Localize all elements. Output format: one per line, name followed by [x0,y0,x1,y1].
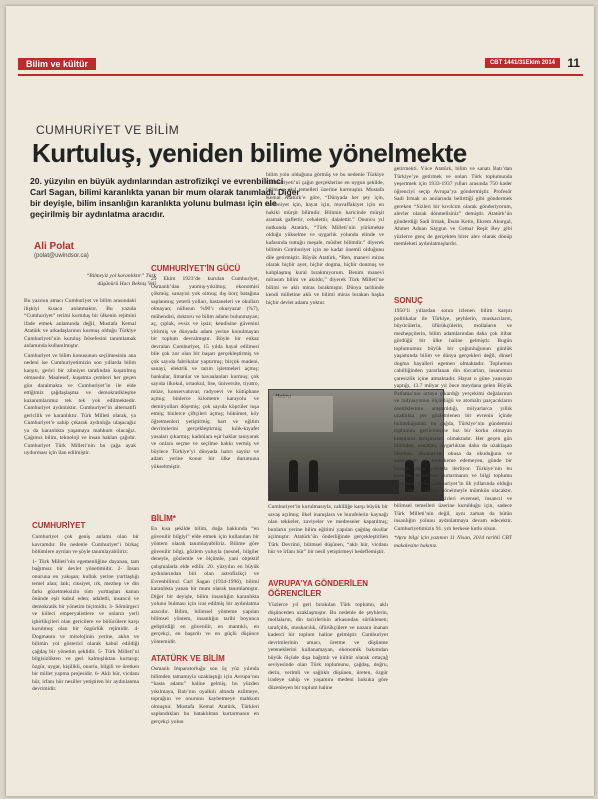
paragraph: 1950’li yıllardan sonra izlenen bilim karşıtı politikalar ile Türkiye, şeyhlerin, muskacıların, büyücülerin, üfürükçülerin, mollaların ve mezhepçilerin, bilim adamlarından daha çok itibar gördüğü bir ülke haline gelmiştir. Bugün toplumumuz büyük bir çoğunluğunun günlük yaşamında bilim ve dünya gerçekleri değil, dinsel dogma hayalleri egemen olmaktadır. Toplumun cahilliğinden yararlanan din tüccarları, insanımızı çaresizlik içine atmaktadır. Hayat o güne yansıyan yaptığı, 13.7 milyar yıl önce meydana gelen Büyük Patlama’nın ortaya çıkardığı yerçekimi doğalarının ve radyasyonun ölçüldüğü ve atomaltı parçacıkların özelliklerinin araştırıldığı, milyarlarca yıllık uzaklıkta yer gözlemlenen bir evrenin içinde bulunduğumuz bu çağda, Türkiye’nin gündemini toplumun gerilemesine hız bir korku olmayan konuların tartışmaları olmaktadır. Her geçen gün bilimden, sanattan, uygarlıktan daha da uzaklaşan ülkemiz, okumayan, okusa da okuduğunu ve anlamayan ve muhakeme edemeyen, günde bir toplum olma yolunda ilerliyor. Türkiye’nin bu karanlık durumdan kurtarmanın ve bilgi toplumu yapmanın yolu, Cumhuriyet’in ilk yıllarında olduğu gibi yeniden bilime yönelmeyle mümkün olacaktır. Yüce Atatürk’ün fikirleri evrensel, insancıl ve bilimsel temelleri üzerine kurulduğu için, sadece Türk Milleti’nin değil, aynı zaman da bütün insanlığın yolunu aydınlatmaya devam edecektir. Cumhuriyetimizin 91. yılı herkese kutlu olsun. [394,308,512,532]
issue-label: CBT 1441/31Ekim 2014 [485,58,560,68]
page-header [18,58,586,72]
paragraph: Osmanlı İmparatorluğu son üç yüz yılında bilimden tamamıyla uzaklaştığı için Avrupa’nın “hasta adamı” haline gelmiş, bu yüzden yıkılmaya, Batı’nın oyalkılı altında ezilmeye, toprağını ve onurunu kaybetmeye mahkum olmuştur. Mustafa Kemal Atatürk, Türkleri saplandıkları bu bataklıktan kurtarmanın en gerçekçi yolun [151,666,259,725]
author-name: Ali Polat [34,241,75,252]
paragraph: Cumhuriyet çok geniş anlamı olan bir kavramdır. Bu nedenle Cumhuriyet’i birkaç bölümlere ayrılan ve şöyle tanımlayabiliriz: [32,534,139,555]
column-3-bottom [268,602,388,746]
section-tag: Bilim ve kültür [18,58,96,70]
paragraph: Yüzlerce yıl geri bırakılan Türk toplumu, aklı düşünceden uzaklaşmıştır. Bu nedenle de şeyhlerin, mollaların, din tacirlerinin arkasından sürüklenen; tarafçılık, muskacılık, üfürükçülere ve nazara inanan kaderci bir toplum haline gelmiştir. Cumhuriyet devrimlerinin amacı, üretme ve düşünme yeteneklerini kullanamayan, ekonomik bakımdan büyük ölçüde dışa bağımlı ve kültür olarak ortaçağ seviyesinde olan Türk toplumunu, çağdaş, doğru, derin, verimli ve sağlıklı düşünen, üreten, özgür iradeye sahip ve yaşamını medeni hukuka göre düzenleyen bir toplum haline [268,602,388,691]
photo-person [309,460,318,492]
epigraph-quote: “Bilmeyiz yol karanlıktır” Türk düşünürü Hacı Bektaş Veli [86,273,156,287]
paragraph: Cumhuriyet’in kurulmasıyla, cahilliğe karşı büyük bir savaş açılmış; ilkel inanışlara ve hurafelerin kaynağı olan tekkeler, zaviyeler ve medreseler kapatılmış; bunların yerine bilim eğitimi yapılan çağdaş okullar açılmıştır. Atatürk’ün önderliğinde gerçekleştirilen Türk Devrimi, bilimsel düşünen, “aklı hür, vicdanı hür ve irfanı hür” bir nesil yetiştirmeyi hedeflemiştir. [268,504,388,555]
numbered-list: 1- Türk Milleti’nin egemenliğine dayanan, tam bağımsız bir devlet yönetimidir. 2- İnsan onuruna en yakışan; kulluk yerine yurttaşlığı temel alan; laik; cinsiyet, ırk, mezhep ve din farkı gözetmeksizin tüm yurttaşları kanun önünde eşit kabul eden; adaletli, insancıl ve demokratik bir yönetim biçimidir. 3- Sömürgeci ve köleci emperyalistlere ve onların yerli işbirlikçileri olan gericilere ve bölücülere karşı kurulmuş olan bir özgürlük rejimidir. 4- Dogmanın ve mitolojinin yerine, aklın ve bilimin yol gösterici olarak kabul edildiği çağdaş bir yönetim şeklidir. 5- Türk Milleti’ni bilgisizlikten ve geri kalmışlıktan kurtarıp; özgür, uygar, kişilikli, onurlu, bilgili ve üretken bir millet yapma projesidir. 6- Aklı hür, vicdanı hür, irfanı hür nesiller yetiştiren bir aydınlanma devrimidir. [32,558,139,692]
paragraph: getirmekti. Yüce Atatürk, bilim ve sanatı Batı’dan Türkiye’ye getirmek ve onları Türk toplumunda yeşertmek için 1933-1937 yılları arasında 750 kader öğrenciyi seçip Avrupa’ya göndermiştir. Profesör Sadi Irmak ın anılarında belirttiği gibi göndermek gereken “Sizleri bir kıvılcım olarak gönderiyorum, alevler olarak dönmelisiniz” demiştir. Atatürk’ün gönderdiği Sadi Irmak, İhsan Ketin, Ekrem Akurgal, Ahmet Adnan Saygun ve Cemal Reşit Rey gibi yüzlerce genç de gerçekten birer alev olarak dönüp memleketi aydınlatmışlardır. [394,166,512,247]
footnote: *Aynı bilgi için yazımın 11 Nisan, 2014 tarihli CBT makalesine bakınız. [394,535,512,549]
column-3-top [266,172,384,384]
article-kicker: CUMHURİYET VE BİLİM [36,123,180,137]
subheading-avrupaya-gonderilen: AVRUPA’YA GÖNDERİLEN ÖĞRENCİLER [268,579,369,598]
paragraph: Cumhuriyet ve bilim konusunun seçilmesinin ana nedeni ise Cumhuriyetimizin son yıllarda bilim karşıtı, gerici bir zihniyet tarafından kuşatılmış olmasıdır. Maalesef, kuşatma çemberi her geçen gün daralmakta ve Cumhuriyet’in ile elde ettiğimiz çağdaşlaşma ve demokratikleşme kazanımlarımız tek tek yok edilmektedir. Cumhuriyet aydınlıktır. Cumhuriyet’in alternatifi gericilik ve karanlıktır. Türk Milleti olarak, ya Cumhuriyet’e sahip çıkarak aydınlığa ulaşacağız ya da karanlıkta yaşamaya mahkum olacağız. Çağımız bilim, teknoloji ve insan hakları çağıdır. Cumhuriyet Türk Milleti’nin bu çağa ayak uydurması için ilan edilmiştir. [24,352,136,456]
intro-paragraph: Bu yazının amacı Cumhuriyet ve bilim arasındaki ilişkiyi kısaca anlatmaktır. Bu yazıda “Cumhuriyet” terimi kurtuluş bir ülkenin rejimini ifade etmek anlamında değil, Mustafa Kemal Atatürk ve arkadaşlarının kurmuş olduğu Türkiye Cumhuriyeti’nin kuruluş felsefesini tanımlamak anlamında kullanılmıştır. [24,298,136,349]
subheading-bilim: BİLİM* [151,514,176,523]
column-2-middle [151,526,259,650]
subheading-ataturk-ve-bilim: ATATÜRK VE BİLİM [151,654,225,663]
photo-table [339,480,399,494]
paragraph: 29 Ekim 1923’de kurulan Cumhuriyet, Osmanlı’dan yanmış-yıkılmış; ekonomisi çökmüş; sanayisi yok olmuş; dış borç batağına saplanmış; yeterli yolları, hastaneleri ve okulları olmayan; nüfusun %90’ı okuryazar (%7), mühendisi, doktoru ve bilim adamı bulunmayan; aç, çıplak, evsiz ve işsiz; kendisine güvenini yitirmiş ve dünyada adam yerine konulmayan bir toplum devralmıştır. Böyle bir enkaz devralan Cumhuriyet, 15 yılda hayal edilmesi bile çok zor olan bir başarı gerçekleştirmiş ve çok sayıda fabrikalar yaptırmış; birçok madeni, sanayi, elektrik ve tarım işletmeleri açmış; bankalar, limanlar ve havaalanları kurmuş; çok sayıda ilkokul, ortaokul, lise, üniversite, tiyatro, müze, konservatuvar, radyoevi ve kütüphane açmış; binlerce kilometre karayolu ve demiryolları döşemiş; çok sayıda köprüler inşa etmiş; binlerce çiftçileri açmış; hükümet, köy öğretmenleri yetiştirmiş; hart ve eğitim devrimlerini gerçekleştirmiş; kılık-kıyafet yasaları çıkarmış; kadınlara eşit haklar tanıyarak ve onlara seçme ve seçilme hakkı vermiş ve böylece Türkiye’yi dünyada hatırı sayılır ve adam yerine konur bir ülke durumuna yükseltmiştir. [151,276,259,470]
column-2-top [151,276,259,512]
article-headline: Kurtuluş, yeniden bilime yönelmekte [32,138,467,168]
subheading-cumhuriyetin-gucu: CUMHURİYET’İN GÜCÜ [151,264,241,273]
newspaper-page [6,6,594,796]
paragraph: En kısa şekilde bilim, doğa hakkında “en güvenilir bilgiyi” elde etmek için kullanılan bir yöntem olarak tanımlayabiliriz. Bilime göre güvenilir bilgi, gözlem yoluyla (nesnel, bilgiler deneyle, gözlemle ve ölçümle, yani objektif çalışmalarla elde edilir. 20. yüzyılın en büyük aydınlarından biri olan astrofizikçi ve Evrenbilimci Carl Sagan (1934-1996), bilimi karanlıkta yanan bir mum olarak tanımlamıştır. Diğer bir deyişle, bilim insanlığın karanlıkta yolunu bulması için icat edilmiş bir aydınlatma aracıdır. Bilim, bilimsel yönteme yapılan bilimsel yöntem, insanlığın tarihi boyunca geliştirdiği en güvenilir, en mantıklı, en gerçekçi, en başarılı ve en güçlü düşünce yöntemidir. [151,526,259,645]
page-number: 11 [567,56,580,70]
subheading-cumhuriyet: CUMHURİYET [32,521,86,530]
column-4-top [394,166,512,292]
column-4-bottom [394,308,512,728]
column-1-bottom [32,534,139,734]
column-3-middle [268,504,388,576]
article-lead: 20. yüzyılın en büyük aydınlarından astrofizikçi ve evrenbilimci Carl Sagan, bilimi karanlıkta yanan bir mum olarak tanımladı. Diğer bir deyişle, bilim insanlığın karanlıkta yolunu bulması için ele geçirilmiş bir aydınlatma aracıdır. [30,176,300,219]
subheading-sonuc: SONUÇ [394,296,423,305]
photo-person [289,460,298,492]
header-rule [18,74,583,76]
column-2-bottom [151,666,259,746]
photo-wall [273,396,333,432]
column-1-top [24,298,136,520]
author-email: (polat@uwindsor.ca) [34,253,89,259]
paragraph: bilim yolu olduğunu görmüş ve bu nedenle Türkiye Cumhuriyeti’ni çağın gerçeklerine en uygun şekilde, bilim ve akıl temelleri üzerine kurmuştur. Mustafa Kemal Atatürk’e göre, “Dünyada her şey için, medeniyet için, hayat için, muvaffakiyet için en hakiki mürşit bilimdir. Bilimin haricinde mürşit aramak gaflettir, cehalettir, dalalettir.” Onuncu yıl nutkunda Atatürk, “Türk Milleti’nin yürümekte olduğu yükselme ve uygarlık yolunda elinde ve kafasında tuttuğu meşale, müsbet bilimdir.” diyerek bilimin Cumhuriyet için ne kadar önemli olduğunu dile getirmiştir. Büyük Atatürk, “Ben, manevi miras olarak hiçbir ayet, hiçbir dogma, hiçbir donmuş ve kalıplaşmış kural bırakmıyorum. Benim manevi mirasım bilim ve akıldır,” diyerek Türk Milleti’ne bilimi ve aklı miras bırakmıştır. Dünya tarihinde kendi milletine aklı ve bilimi miras bırakan başka hiçbir devlet adamı yoktur. [266,172,384,306]
